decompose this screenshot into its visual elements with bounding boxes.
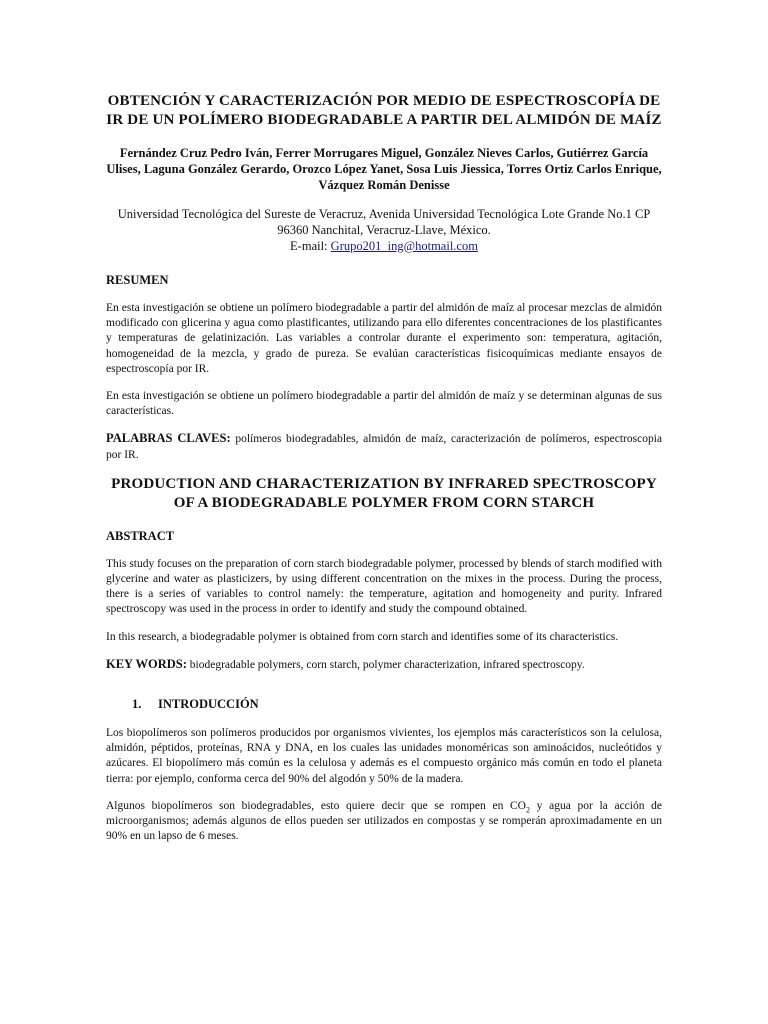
section-1-heading <box>106 697 662 712</box>
intro-p2-part-b: y agua por la acción de microorganismos; además algunos de ellos pueden ser utilizados en compostas y se romperán aproximadamente en un 90% en un lapso de 6 meses. <box>106 799 663 843</box>
key-words <box>106 657 662 673</box>
intro-p2-part-a: Algunos biopolímeros son biodegradables, esto quiere decir que se rompen en CO <box>106 799 526 812</box>
palabras-claves <box>106 431 662 462</box>
resumen-heading: RESUMEN <box>106 273 169 287</box>
palabras-claves-label: PALABRAS CLAVES: <box>106 431 231 446</box>
co2-subscript: 2 <box>525 805 530 815</box>
palabras-claves-text: polímeros biodegradables, almidón de maíz, caracterización de polímeros, espectroscopia por IR. <box>106 433 663 461</box>
affiliation <box>106 206 662 254</box>
intro-paragraph-2 <box>106 799 662 845</box>
key-words-label: KEY WORDS: <box>106 656 187 671</box>
section-1-number: 1. <box>132 697 142 712</box>
abstract-paragraph-2: In this research, a biodegradable polymer is obtained from corn starch and identifies some of its characteristics. <box>106 630 619 643</box>
spanish-title: OBTENCIÓN Y CARACTERIZACIÓN POR MEDIO DE ESPECTROSCOPÍA DE IR DE UN POLÍMERO BIODEGRADABLE A PARTIR DEL ALMIDÓN DE MAÍZ <box>106 93 662 128</box>
resumen-paragraph-2: En esta investigación se obtiene un polímero biodegradable a partir del almidón de maíz y se determinan algunas de sus características. <box>106 390 662 418</box>
email-label: E-mail: <box>290 239 331 253</box>
key-words-text: biodegradable polymers, corn starch, polymer characterization, infrared spectroscopy. <box>186 658 585 671</box>
abstract-paragraph-1: This study focuses on the preparation of corn starch biodegradable polymer, processed by blends of starch modified with glycerine and water as plasticizers, by using different concentration on the mixes in the process. During the process, there is a series of variables to control namely: the temperature, agitation and homogeneity and purity. Infrared spectroscopy was used in the process in order to identify and study the compound obtained. <box>106 557 662 616</box>
intro-paragraph-1: Los biopolímeros son polímeros producidos por organismos vivientes, los ejemplos más característicos son la celulosa, almidón, péptidos, proteínas, RNA y DNA, en los cuales las unidades monoméricas son aminoácidos, nucleótidos y azúcares. El biopolímero más común es la celulosa y además es el compuesto orgánico más común en todo el planeta tierra: por ejemplo, conforma cerca del 90% del algodón y 50% de la madera. <box>106 727 662 785</box>
email-line <box>106 238 662 254</box>
resumen-paragraph-1: En esta investigación se obtiene un polímero biodegradable a partir del almidón de maíz al procesar mezclas de almidón modificado con glicerina y agua como plastificantes, utilizando para ello diferentes concentraciones de los plastificantes y temperaturas de gelatinización. Las variables a controlar durante el experimento son: temperatura, agitación, homogeneidad de la mezcla, y grado de pureza. Se evalúan características fisicoquímicas mediante ensayos de espectroscopía por IR. <box>106 302 662 375</box>
english-title: PRODUCTION AND CHARACTERIZATION BY INFRARED SPECTROSCOPY OF A BIODEGRADABLE POLYMER FROM CORN STARCH <box>111 475 657 511</box>
author-list: Fernández Cruz Pedro Iván, Ferrer Morrugares Miguel, González Nieves Carlos, Gutiérrez García Ulises, Laguna González Gerardo, Orozco López Yanet, Sosa Luis Jiessica, Torres Ortiz Carlos Enrique, Vázquez Román Denisse <box>106 146 662 192</box>
affiliation-line-2: 96360 Nanchital, Veracruz-Llave, México. <box>277 223 491 237</box>
email-link[interactable]: Grupo201_ing@hotmail.com <box>330 239 478 253</box>
section-1-title: INTRODUCCIÓN <box>158 697 259 712</box>
affiliation-line-1: Universidad Tecnológica del Sureste de Veracruz, Avenida Universidad Tecnológica Lote Grande No.1 CP <box>117 207 651 221</box>
abstract-heading: ABSTRACT <box>106 528 175 543</box>
